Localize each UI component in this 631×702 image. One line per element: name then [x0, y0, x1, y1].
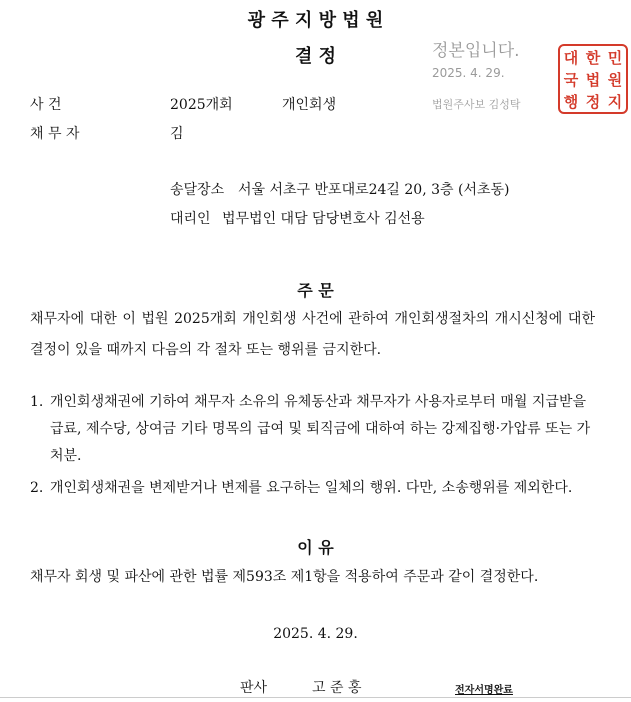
seal-glyph: 원 [607, 70, 623, 89]
judge-name: 고 준 홍 [312, 680, 362, 696]
order-item-number: 1. [30, 394, 44, 410]
agent-label: 대리인 [170, 211, 211, 227]
seal-glyph: 정 [585, 92, 601, 111]
decision-date: 2025. 4. 29. [273, 626, 358, 642]
order-heading: 주 문 [297, 281, 334, 300]
order-item-number: 2. [30, 480, 44, 496]
order-item-text: 개인회생채권을 변제받거나 변제를 요구하는 일체의 행위. 다만, 소송행위를 제외한다. [50, 480, 573, 496]
case-name: 개인회생 [282, 97, 337, 113]
case-number: 2025개회 [170, 97, 233, 113]
seal-glyph: 민 [607, 48, 623, 67]
agent-name: 법무법인 대담 담당변호사 김선용 [222, 211, 425, 227]
certified-date-watermark: 2025. 4. 29. [432, 66, 505, 80]
court-name: 광 주 지 방 법 원 [247, 10, 384, 31]
seal-glyph: 한 [585, 48, 601, 67]
seal-glyph: 지 [607, 92, 623, 111]
debtor-label: 채 무 자 [30, 126, 80, 142]
seal-glyph: 법 [585, 70, 601, 89]
court-seal [558, 44, 628, 114]
certified-copy-watermark: 정본입니다. [432, 41, 520, 61]
seal-glyph: 행 [563, 92, 579, 111]
reason-heading: 이 유 [297, 538, 334, 557]
reason-text: 채무자 회생 및 파산에 관한 법률 제593조 제1항을 적용하여 주문과 같이 결정한다. [30, 569, 539, 585]
document-type: 결 정 [294, 46, 337, 67]
electronic-signature-mark: 전자서명완료 [455, 685, 513, 696]
service-address-label: 송달장소 [170, 182, 225, 198]
service-address: 서울 서초구 반포대로24길 20, 3층 (서초동) [238, 182, 510, 198]
page-divider [0, 697, 631, 698]
judge-label: 판사 [240, 680, 268, 696]
case-label: 사 건 [30, 97, 62, 113]
debtor-name: 김 [170, 126, 184, 142]
certifying-officer-watermark: 법원주사보 김성탁 [432, 98, 521, 111]
order-intro: 채무자에 대한 이 법원 2025개회 개인회생 사건에 관하여 개인회생절차의 개시신청에 대한 결정이 있을 때까지 다음의 각 절차 또는 행위를 금지한다. [30, 311, 595, 358]
seal-glyph: 국 [563, 70, 579, 89]
seal-glyph: 대 [563, 48, 579, 67]
order-item-text: 개인회생채권에 기하여 채무자 소유의 유체동산과 채무자가 사용자로부터 매월 지급받을 급료, 제수당, 상여금 기타 명목의 급여 및 퇴직금에 대하여 하는 강제집행·가압류 또는 가처분. [50, 394, 591, 464]
